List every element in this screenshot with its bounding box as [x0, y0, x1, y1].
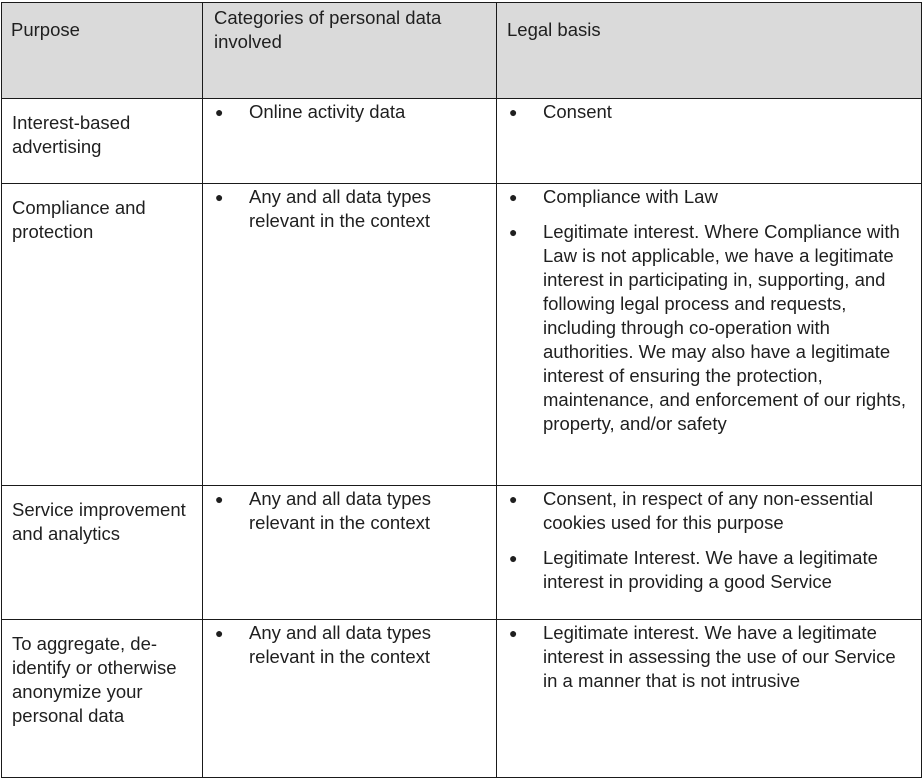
table-header-row	[2, 3, 922, 99]
list-item	[507, 621, 913, 693]
categories-list	[213, 100, 488, 124]
list-item	[507, 185, 913, 209]
list-item	[213, 487, 488, 535]
bullet-icon: ●	[215, 189, 224, 205]
categories-list	[213, 487, 488, 535]
bullet-icon: ●	[509, 550, 518, 566]
legal-basis-text: Compliance with Law	[543, 186, 718, 207]
list-item	[213, 100, 488, 124]
legal-basis-text: Legitimate Interest. We have a legitimate interest in providing a good Service	[543, 547, 878, 592]
legal-basis-list	[507, 621, 913, 693]
legal-basis-list	[507, 185, 913, 436]
list-item	[507, 100, 913, 124]
header-legal-basis: Legal basis	[497, 3, 922, 99]
legal-basis-list	[507, 100, 913, 124]
list-item	[213, 185, 488, 233]
list-item	[507, 487, 913, 535]
purpose-cell: Service improvement and analytics	[2, 486, 203, 620]
categories-list	[213, 621, 488, 669]
category-text: Any and all data types relevant in the context	[249, 488, 432, 533]
legal-basis-list	[507, 487, 913, 594]
legal-basis-text: Legitimate interest. We have a legitimate interest in assessing the use of our Service in a manner that is not intrusive	[543, 622, 896, 691]
header-categories: Categories of personal data involved	[203, 3, 497, 99]
bullet-icon: ●	[509, 491, 518, 507]
legal-basis-cell	[497, 184, 922, 486]
table-row	[2, 486, 922, 620]
table-row	[2, 620, 922, 778]
list-item	[507, 546, 913, 594]
purpose-cell: To aggregate, de-identify or otherwise anonymize your personal data	[2, 620, 203, 778]
list-item	[507, 220, 913, 436]
purpose-cell: Compliance and protection	[2, 184, 203, 486]
categories-list	[213, 185, 488, 233]
bullet-icon: ●	[509, 104, 518, 120]
list-item	[213, 621, 488, 669]
legal-basis-text: Consent, in respect of any non-essential cookies used for this purpose	[543, 488, 874, 533]
category-text: Any and all data types relevant in the context	[249, 622, 432, 667]
legal-basis-text: Legitimate interest. Where Compliance with Law is not applicable, we have a legitimate interest in participating in, supporting, and following legal process and requests, including through co-operation with authorities. We may also have a legitimate interest of ensuring the protection, maintenance, and enforcement of our rights, property, and/or safety	[543, 221, 907, 434]
categories-cell	[203, 620, 497, 778]
table-row	[2, 99, 922, 184]
bullet-icon: ●	[509, 189, 518, 205]
legal-basis-cell	[497, 486, 922, 620]
bullet-icon: ●	[215, 625, 224, 641]
header-purpose: Purpose	[2, 3, 203, 99]
category-text: Any and all data types relevant in the context	[249, 186, 432, 231]
categories-cell	[203, 486, 497, 620]
bullet-icon: ●	[215, 491, 224, 507]
category-text: Online activity data	[249, 101, 406, 122]
legal-basis-cell	[497, 620, 922, 778]
table-row	[2, 184, 922, 486]
categories-cell	[203, 99, 497, 184]
purpose-cell: Interest-based advertising	[2, 99, 203, 184]
bullet-icon: ●	[509, 224, 518, 240]
legal-basis-cell	[497, 99, 922, 184]
bullet-icon: ●	[509, 625, 518, 641]
categories-cell	[203, 184, 497, 486]
legal-basis-table	[1, 2, 922, 778]
bullet-icon: ●	[215, 104, 224, 120]
legal-basis-text: Consent	[543, 101, 612, 122]
